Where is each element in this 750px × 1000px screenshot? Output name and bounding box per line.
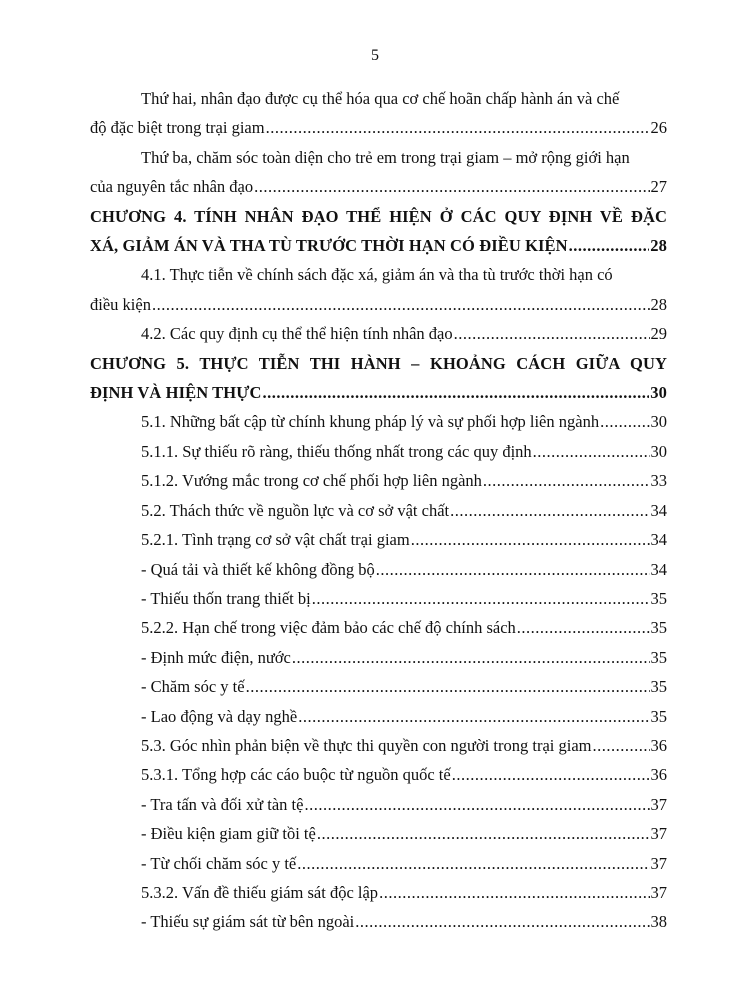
toc-chapter-entry[interactable] (90, 349, 667, 408)
dot-leader (452, 760, 650, 789)
toc-entry-line (90, 819, 667, 848)
toc-entry[interactable] (90, 849, 667, 878)
toc-entry-line (90, 672, 667, 701)
toc-page-number: 37 (650, 853, 667, 873)
toc-entry-title: - Quá tải và thiết kế không đồng bộ (141, 559, 375, 579)
toc-entry-title: - Từ chối chăm sóc y tế (141, 853, 297, 873)
toc-entry-title: - Chăm sóc y tế (141, 677, 245, 697)
toc-entry[interactable] (90, 907, 667, 936)
toc-page-number: 36 (650, 765, 667, 785)
toc-entry-line (90, 613, 667, 642)
toc-entry[interactable] (90, 790, 667, 819)
toc-page-number: 30 (650, 383, 667, 403)
toc-page-number: 33 (650, 471, 667, 491)
toc-page-number: 37 (650, 794, 667, 814)
toc-entry[interactable] (90, 84, 667, 143)
toc-entry[interactable] (90, 260, 667, 319)
toc-entry-title: 4.2. Các quy định cụ thể thể hiện tính nhân đạo (141, 324, 453, 344)
dot-leader (355, 907, 649, 936)
toc-entry-line (90, 584, 667, 613)
toc-entry[interactable] (90, 143, 667, 202)
toc-entry[interactable] (90, 878, 667, 907)
toc-page-number: 29 (650, 324, 667, 344)
toc-entry-title: 4.1. Thực tiễn về chính sách đặc xá, giảm án và tha tù trước thời hạn có (141, 265, 613, 285)
dot-leader (298, 702, 649, 731)
toc-page-number: 38 (650, 912, 667, 932)
dot-leader (246, 672, 650, 701)
toc-page-number: 34 (650, 559, 667, 579)
toc-page-number: 34 (650, 530, 667, 550)
toc-entry-line (90, 319, 667, 348)
toc-entry[interactable] (90, 555, 667, 584)
toc-entry-title: - Định mức điện, nước (141, 647, 291, 667)
toc-entry[interactable] (90, 407, 667, 436)
dot-leader (152, 290, 650, 319)
toc-page-number: 28 (650, 236, 667, 256)
dot-leader (411, 525, 650, 554)
toc-entry-line (90, 172, 667, 201)
toc-entry[interactable] (90, 319, 667, 348)
toc-chapter-title-cont: XÁ, GIẢM ÁN VÀ THA TÙ TRƯỚC THỜI HẠN CÓ ĐIỀU KIỆN (90, 236, 568, 256)
toc-page-number: 35 (650, 588, 667, 608)
toc-page-number: 30 (650, 412, 667, 432)
toc-entry[interactable] (90, 525, 667, 554)
dot-leader (304, 790, 649, 819)
toc-entry-title: - Điều kiện giam giữ tồi tệ (141, 824, 316, 844)
toc-chapter-title-cont: ĐỊNH VÀ HIỆN THỰC (90, 383, 262, 403)
dot-leader (592, 731, 649, 760)
toc-page-number: 27 (650, 177, 667, 197)
toc-entry-line (90, 437, 667, 466)
dot-leader (312, 584, 650, 613)
dot-leader (600, 407, 649, 436)
toc-entry[interactable] (90, 466, 667, 495)
toc-entry[interactable] (90, 613, 667, 642)
toc-entry-line (90, 113, 667, 142)
toc-page-number: 30 (650, 441, 667, 461)
toc-entry-line (90, 496, 667, 525)
dot-leader (517, 613, 650, 642)
toc-page-number: 35 (650, 618, 667, 638)
toc-entry-title-cont: của nguyên tắc nhân đạo (90, 177, 254, 197)
table-of-contents (90, 84, 667, 937)
dot-leader (266, 113, 650, 142)
toc-chapter-title: CHƯƠNG 4. TÍNH NHÂN ĐẠO THỂ HIỆN Ở CÁC QUY ĐỊNH VỀ ĐẶC (90, 206, 667, 226)
toc-entry-title: 5.2.2. Hạn chế trong việc đảm bảo các chế độ chính sách (141, 618, 516, 638)
toc-entry-title: Thứ hai, nhân đạo được cụ thể hóa qua cơ chế hoãn chấp hành án và chế (141, 89, 620, 108)
dot-leader (450, 496, 649, 525)
toc-entry-line (90, 378, 667, 407)
toc-entry-title: 5.1.2. Vướng mắc trong cơ chế phối hợp liên ngành (141, 471, 482, 491)
toc-entry[interactable] (90, 584, 667, 613)
toc-entry-title-cont: điều kiện (90, 294, 151, 314)
toc-entry-line (90, 525, 667, 554)
toc-entry-line (90, 466, 667, 495)
toc-entry-title: 5.2.1. Tình trạng cơ sở vật chất trại giam (141, 530, 410, 550)
toc-entry[interactable] (90, 643, 667, 672)
toc-entry-title: 5.3. Góc nhìn phản biện về thực thi quyền con người trong trại giam (141, 735, 592, 755)
toc-entry[interactable] (90, 760, 667, 789)
toc-page-number: 37 (650, 882, 667, 902)
toc-page-number: 26 (650, 118, 667, 138)
page-number: 5 (371, 47, 379, 64)
toc-entry[interactable] (90, 437, 667, 466)
toc-entry-line (90, 760, 667, 789)
toc-page-number: 35 (650, 677, 667, 697)
dot-leader (379, 878, 649, 907)
toc-page-number: 28 (650, 294, 667, 314)
toc-page-number: 37 (650, 824, 667, 844)
toc-entry-title: - Thiếu sự giám sát từ bên ngoài (141, 912, 355, 932)
toc-entry[interactable] (90, 731, 667, 760)
toc-entry-title: - Lao động và dạy nghề (141, 706, 298, 726)
toc-entry-line (90, 790, 667, 819)
toc-entry-line (90, 702, 667, 731)
toc-entry-title: 5.3.2. Vấn đề thiếu giám sát độc lập (141, 882, 379, 902)
toc-page-number: 35 (650, 647, 667, 667)
dot-leader (483, 466, 650, 495)
toc-entry-line (90, 643, 667, 672)
dot-leader (297, 849, 649, 878)
toc-entry-title: 5.3.1. Tổng hợp các cáo buộc từ nguồn quốc tế (141, 765, 451, 785)
toc-entry-title: 5.1.1. Sự thiếu rõ ràng, thiếu thống nhất trong các quy định (141, 441, 532, 461)
toc-chapter-entry[interactable] (90, 202, 667, 261)
dot-leader (254, 172, 649, 201)
toc-entry-line (90, 407, 667, 436)
toc-entry-title: Thứ ba, chăm sóc toàn diện cho trẻ em trong trại giam – mở rộng giới hạn (141, 147, 630, 167)
toc-entry-title-cont: độ đặc biệt trong trại giam (90, 118, 265, 138)
toc-entry-line (90, 907, 667, 936)
toc-entry-line (90, 290, 667, 319)
toc-entry-title: 5.1. Những bất cập từ chính khung pháp lý và sự phối hợp liên ngành (141, 412, 600, 432)
toc-entry-line (90, 231, 667, 260)
dot-leader (533, 437, 650, 466)
toc-entry[interactable] (90, 702, 667, 731)
toc-entry-title: - Tra tấn và đối xử tàn tệ (141, 794, 304, 814)
toc-entry[interactable] (90, 496, 667, 525)
toc-entry[interactable] (90, 819, 667, 848)
toc-entry-line (90, 878, 667, 907)
toc-entry-title: 5.2. Thách thức về nguồn lực và cơ sở vật chất (141, 500, 450, 520)
toc-page-number: 35 (650, 706, 667, 726)
toc-entry-title: - Thiếu thốn trang thiết bị (141, 588, 311, 608)
dot-leader (262, 378, 649, 407)
dot-leader (292, 643, 650, 672)
toc-entry-line (90, 731, 667, 760)
toc-entry-line (90, 555, 667, 584)
toc-page-number: 36 (650, 735, 667, 755)
dot-leader (454, 319, 650, 348)
dot-leader (376, 555, 650, 584)
dot-leader (317, 819, 650, 848)
toc-page-number: 34 (650, 500, 667, 520)
dot-leader (569, 231, 650, 260)
toc-chapter-title: CHƯƠNG 5. THỰC TIỄN THI HÀNH – KHOẢNG CÁCH GIỮA QUY (90, 353, 667, 373)
toc-entry[interactable] (90, 672, 667, 701)
toc-entry-line (90, 849, 667, 878)
